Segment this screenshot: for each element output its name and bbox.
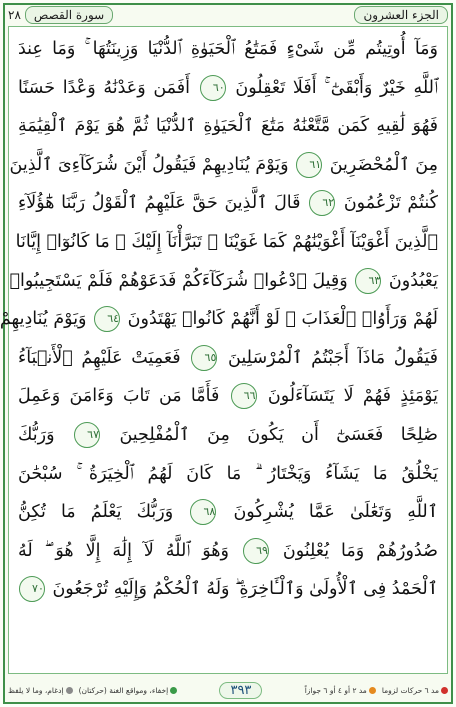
verse-text: أَفَمَن وَعَدْنَٰهُ وَعْدًا حَسَنًا bbox=[18, 77, 191, 98]
verse-text: لَهُمْ وَرَأَوُا۟ ٱلْعَذَابَ ۚ لَوْ أَنَّهُمْ كَانُوا۟ يَهْتَدُونَ bbox=[127, 309, 438, 330]
verse-text: فَهُوَ لَٰقِيهِ كَمَن مَّتَّعْنَٰهُ مَتَٰعَ ٱلْحَيَوٰةِ ٱلدُّنْيَا ثُمَّ هُوَ يَوْمَ ٱلْقِيَٰمَةِ bbox=[18, 116, 438, 137]
verse-text: صُدُورُهُمْ وَمَا يُعْلِنُونَ bbox=[282, 540, 438, 561]
verse-text: فَعَمِيَتْ عَلَيْهِمُ ٱلْأَنۢبَآءُ bbox=[18, 347, 181, 368]
ayah-number-marker: ٦٢ bbox=[309, 190, 335, 216]
legend-color-dot bbox=[66, 687, 73, 694]
verse-line bbox=[18, 69, 438, 108]
legend-item bbox=[79, 686, 178, 695]
verse-line bbox=[0, 300, 438, 339]
verse-text: فَيَقُولُ مَاذَآ أَجَبْتُمُ ٱلْمُرْسَلِينَ bbox=[228, 347, 438, 368]
verse-line bbox=[18, 107, 438, 146]
verse-line bbox=[18, 493, 438, 532]
verse-text: مِنَ ٱلْمُحْضَرِينَ bbox=[329, 154, 438, 175]
verse-text: وَرَبُّكَ يَعْلَمُ مَا تُكِنُّ bbox=[18, 502, 174, 523]
verse-text: وَرَبُّكَ bbox=[18, 424, 55, 445]
verse-lines bbox=[0, 30, 438, 609]
verse-text: يَوْمَئِذٍ فَهُمْ لَا يَتَسَآءَلُونَ bbox=[267, 386, 438, 407]
verse-text: وَيَوْمَ يُنَادِيهِمْ فَيَقُولُ أَيْنَ شُرَكَآءِىَ ٱلَّذِينَ bbox=[9, 154, 289, 175]
page-number: ٣٩٣ bbox=[219, 682, 262, 699]
verse-text: كُنتُمْ تَزْعُمُونَ bbox=[343, 193, 438, 214]
verse-line bbox=[9, 146, 438, 185]
verse-text: ٱللَّهِ خَيْرٌ وَأَبْقَىٰٓ ۚ أَفَلَا تَعْقِلُونَ bbox=[235, 77, 438, 98]
legend-label: إخفاء، ومواقع الغنة (حركتان) bbox=[78, 685, 169, 695]
verse-text: وَقِيلَ ٱدْعُوا۟ شُرَكَآءَكُمْ فَدَعَوْهُمْ فَلَمْ يَسْتَجِيبُوا۟ bbox=[9, 270, 348, 291]
tajweed-legend-right bbox=[305, 686, 448, 695]
verse-text: يَخْلُقُ مَا يَشَآءُ وَيَخْتَارُ ۗ مَا كَانَ لَهُمُ ٱلْخِيَرَةُ ۚ سُبْحَٰنَ bbox=[18, 463, 438, 484]
verse-line bbox=[18, 30, 438, 69]
verse-text: ٱلْحَمْدُ فِى ٱلْأُولَىٰ وَٱلْـَٔاخِرَةِ ۖ وَلَهُ ٱلْحُكْمُ وَإِلَيْهِ تُرْجَعُونَ bbox=[52, 579, 438, 600]
verse-line bbox=[15, 223, 438, 262]
page-header bbox=[8, 5, 448, 25]
ayah-number-marker: ٧٠ bbox=[19, 576, 45, 602]
legend-color-dot bbox=[369, 687, 376, 694]
page-footer bbox=[8, 678, 448, 702]
ayah-number-marker: ٦٨ bbox=[190, 499, 216, 525]
ayah-number-marker: ٦٠ bbox=[200, 75, 226, 101]
verse-line bbox=[18, 455, 438, 494]
verse-text: قَالَ ٱلَّذِينَ حَقَّ عَلَيْهِمُ ٱلْقَوْلُ رَبَّنَا هَٰٓؤُلَآءِ bbox=[18, 193, 301, 214]
legend-label: مد ٢ أو ٤ أو ٦ جوازاً bbox=[304, 685, 367, 695]
ayah-number-marker: ٦٩ bbox=[243, 538, 269, 564]
legend-color-dot bbox=[441, 687, 448, 694]
ayah-number-marker: ٦١ bbox=[296, 152, 322, 178]
verse-text: وَهُوَ ٱللَّهُ لَآ إِلَٰهَ إِلَّا هُوَ ۖ لَهُ bbox=[18, 540, 229, 561]
verse-text: يَعْبُدُونَ bbox=[388, 270, 438, 291]
verse-line bbox=[18, 339, 438, 378]
ayah-number-marker: ٦٤ bbox=[94, 306, 120, 332]
verse-line bbox=[18, 184, 438, 223]
legend-label: مد ٦ حركات لزوما bbox=[381, 685, 439, 695]
surah-number: ٢٨ bbox=[8, 8, 21, 22]
ayah-number-marker: ٦٧ bbox=[74, 422, 100, 448]
verse-text: صَٰلِحًا فَعَسَىٰٓ أَن يَكُونَ مِنَ ٱلْمُفْلِحِينَ bbox=[119, 424, 438, 445]
ayah-number-marker: ٦٦ bbox=[231, 383, 257, 409]
surah-label: سورة القصص bbox=[25, 6, 113, 24]
legend-label: إدغام، وما لا يلفظ bbox=[8, 685, 64, 695]
verse-line bbox=[18, 416, 438, 455]
tajweed-legend-left bbox=[8, 686, 177, 695]
legend-item bbox=[305, 686, 376, 695]
juz-header bbox=[354, 6, 448, 24]
verse-line bbox=[18, 377, 438, 416]
verse-text: ٱللَّهِ وَتَعَٰلَىٰ عَمَّا يُشْرِكُونَ bbox=[233, 502, 438, 523]
legend-item bbox=[8, 686, 73, 695]
ayah-number-marker: ٦٣ bbox=[355, 268, 381, 294]
verse-text: ٱلَّذِينَ أَغْوَيْنَآ أَغْوَيْنَٰهُمْ كَمَا غَوَيْنَا ۖ تَبَرَّأْنَآ إِلَيْكَ ۖ مَا كَانُوٓا۟ إِيَّانَا bbox=[15, 231, 438, 252]
legend-color-dot bbox=[170, 687, 177, 694]
verse-text: وَيَوْمَ يُنَادِيهِمْ bbox=[0, 309, 87, 330]
verse-text: وَمَآ أُوتِيتُم مِّن شَىْءٍ فَمَتَٰعُ ٱلْحَيَوٰةِ ٱلدُّنْيَا وَزِينَتُهَا ۚ وَمَا عِندَ bbox=[18, 39, 438, 59]
verse-text: فَأَمَّا مَن تَابَ وَءَامَنَ وَعَمِلَ bbox=[18, 386, 220, 407]
verse-line bbox=[9, 262, 438, 301]
ayah-number-marker: ٦٥ bbox=[191, 345, 217, 371]
juz-label: الجزء العشرون bbox=[354, 6, 448, 24]
legend-item bbox=[382, 686, 448, 695]
surah-header bbox=[8, 6, 113, 24]
verse-line bbox=[18, 532, 438, 571]
verse-line bbox=[18, 570, 438, 609]
